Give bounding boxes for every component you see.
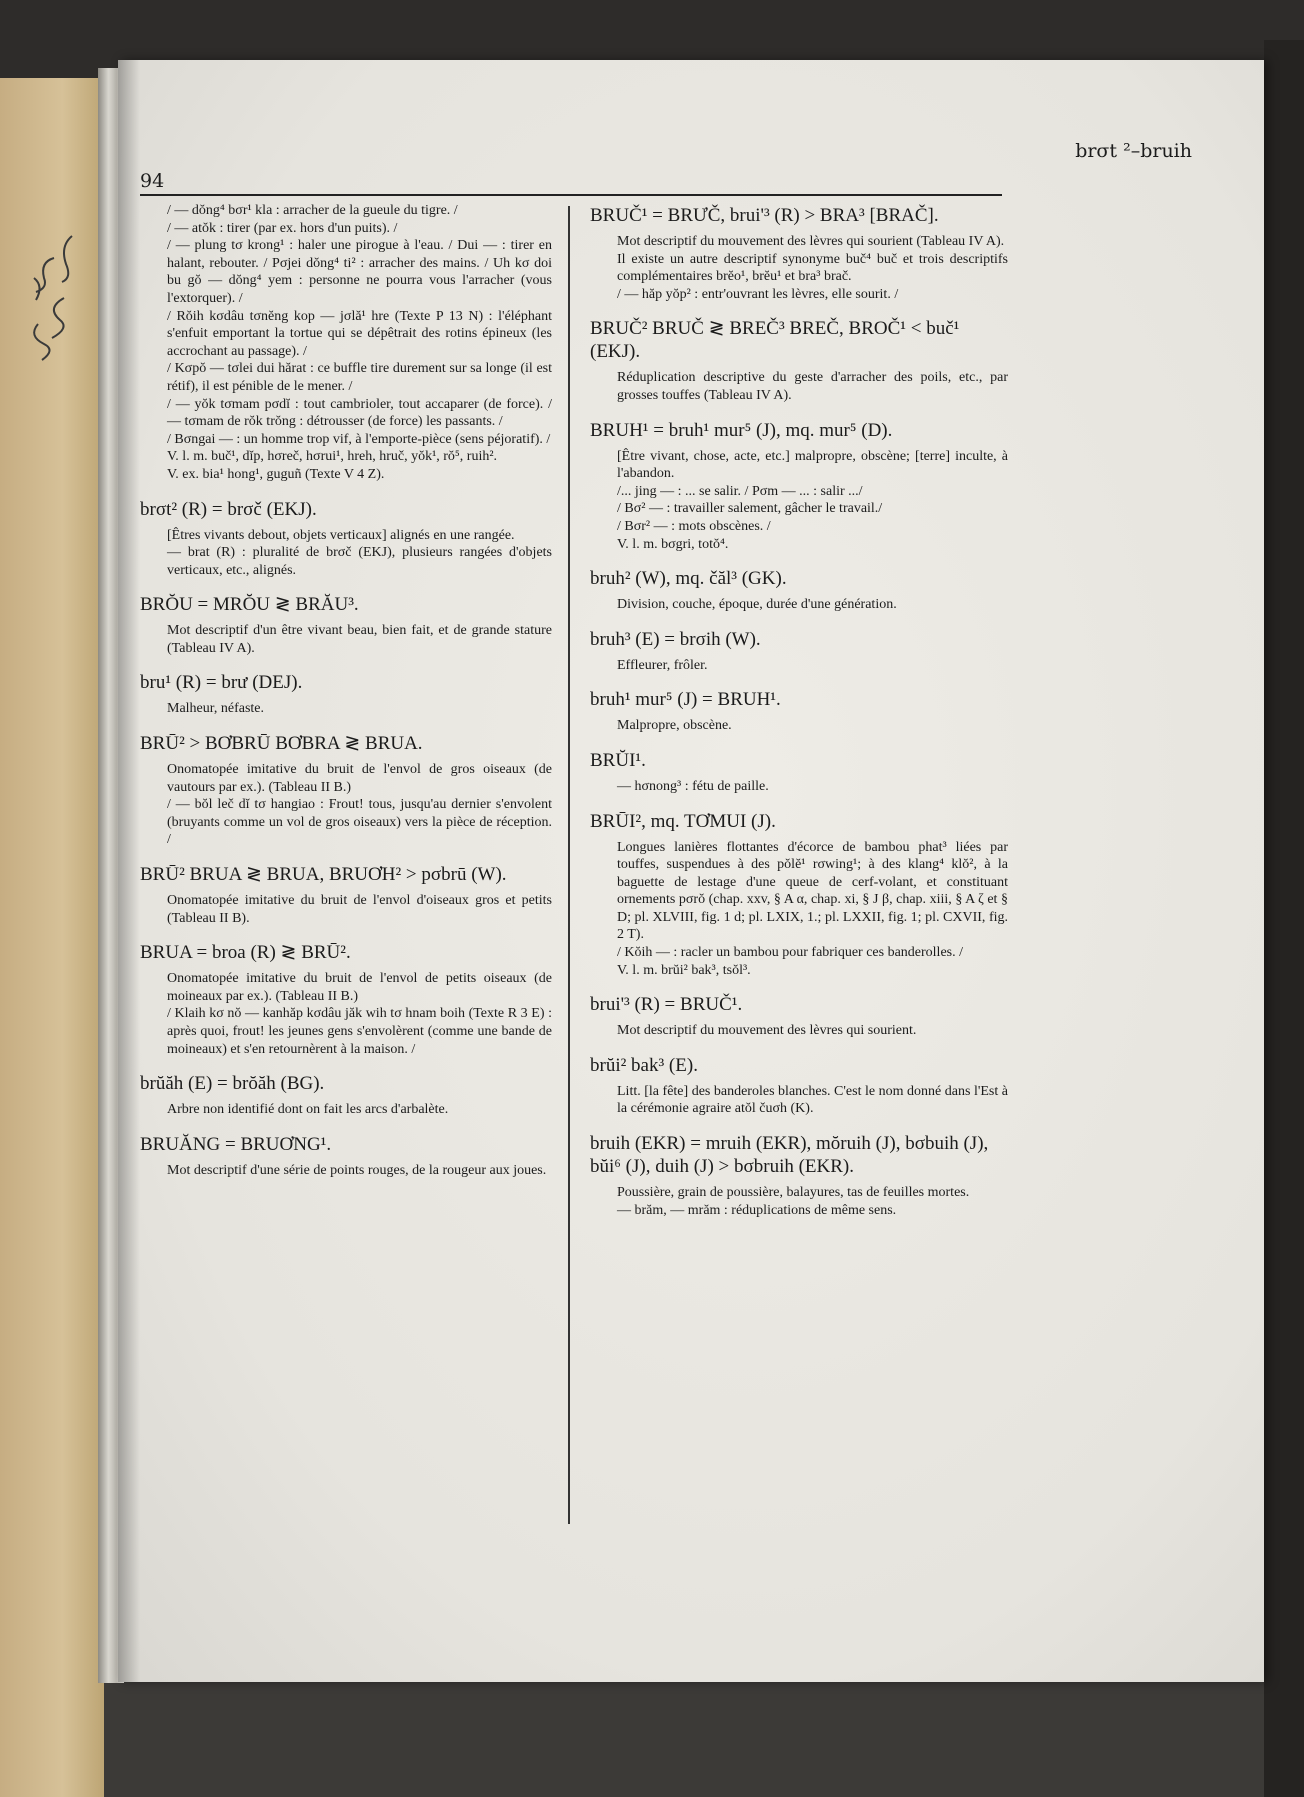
entry-text: Division, couche, époque, durée d'une génération. — [617, 597, 897, 613]
entry-headword: BRŬI¹. — [590, 749, 646, 771]
entry-headword: BRUH¹ = bruh¹ mur⁵ (J), mq. mur⁵ (D). — [590, 419, 893, 441]
entry-text: Mot descriptif d'un être vivant beau, bien fait, et de grande stature (Tableau IV A). — [167, 623, 552, 656]
entry-text: Mot descriptif d'une série de points rouges, de la rougeur aux joues. — [167, 1162, 547, 1178]
entry-text: V. l. m. buč¹, dĭp, hσreč, hσrui¹, hreh, hruč, yŏk¹, rŏ⁵, ruih². — [167, 449, 498, 465]
entry-text: Malpropre, obscène. — [617, 718, 732, 734]
entry-headword: bruh¹ mur⁵ (J) = BRUH¹. — [590, 689, 781, 711]
entry-text: / Rŏih kσdâu tσnĕng kop — jσlă¹ hre (Texte P 13 N) : l'éléphant s'enfuit emportant la tortue qui se dépêtrait des rotins épineux (les accrochant au passage). / — [167, 308, 552, 359]
left-column — [140, 202, 552, 1179]
cardboard-backing — [0, 78, 104, 1797]
entry-text: V. l. m. brŭi² bak³, tsŏl³. — [617, 962, 751, 978]
spine-shadow — [118, 60, 140, 1682]
entry-text: Mot descriptif du mouvement des lèvres qui sourient. — [617, 1023, 917, 1039]
entry-text: [Êtres vivants debout, objets verticaux] alignés en une rangée. — [167, 527, 515, 543]
entry-headword: bruh³ (E) = brσih (W). — [590, 628, 761, 650]
entry-text: — brăm, — mrăm : réduplications de même sens. — [617, 1202, 897, 1218]
entry-text: / — hăp yŏp² : entr'ouvrant les lèvres, elle sourit. / — [617, 286, 899, 302]
entry-headword: bru¹ (R) = brư (DEJ). — [140, 672, 303, 694]
entry-text: V. ex. bia¹ hong¹, guguñ (Texte V 4 Z). — [167, 466, 385, 482]
entry-text: Longues lanières flottantes d'écorce de bambou phat³ liées par touffes, suspendues à des pŏlĕ¹ rσwing¹; à des klang⁴ klŏ², à la baguette de lestage d'une queue de cerf-volant, et constituant ornements pσrŏ (chap. xxv, § A α, chap. xi, § J β, chap. xiii, § A ζ et § D; pl. XLVIII, fig. 1 d; pl. LXIX, 1.; pl. LXXII, fig. 1; pl. CXVII, fig. 2 T). — [617, 839, 1008, 943]
entry-text: Onomatopée imitative du bruit de l'envol de petits oiseaux (de moineaux par ex.). (Tableau II B.) — [167, 971, 552, 1004]
entry-text: Onomatopée imitative du bruit de l'envol de gros oiseaux (de vautours par ex.). (Tableau II B.) — [167, 762, 552, 795]
entry-headword: BRŎU = MRŎU ≷ BRĂU³. — [140, 594, 359, 616]
entry-text: /... jing — : ... se salir. / Pσm — ... : salir .../ — [617, 483, 863, 499]
entry-text: / Bσngai — : un homme trop vif, à l'emporte-pièce (sens péjoratif). / — [167, 431, 551, 447]
entry-headword: bruh² (W), mq. čăl³ (GK). — [590, 568, 787, 590]
entry-headword: brσt² (R) = brσč (EKJ). — [140, 498, 317, 520]
entry-text: Mot descriptif du mouvement des lèvres qui sourient (Tableau IV A). — [617, 234, 1005, 249]
entry-text: / — plung tσ krong¹ : haler une pirogue à l'eau. / Dui — : tirer en halant, rebouter. / Pσjei dŏng⁴ ti² : arracher des mains. / Uh kσ doi bu gŏ — dŏng⁴ yem : personne ne pourra vous l'arracher (vous l'extorquer). / — [167, 238, 552, 306]
entry-text: Réduplication descriptive du geste d'arracher des poils, etc., par grosses touffes (Tableau IV A). — [617, 370, 1008, 403]
entry-text: / Bσ² — : travailler salement, gâcher le travail./ — [617, 501, 883, 517]
entry-text: / Kσpŏ — tσlei dui hărat : ce buffle tire durement sur sa longe (il est rétif), il est pénible de le mener. / — [167, 361, 552, 394]
entry-text: — hσnong³ : fétu de paille. — [617, 778, 769, 794]
entry-text: [Être vivant, chose, acte, etc.] malpropre, obscène; [terre] inculte, à l'abandon. — [617, 448, 1008, 482]
entry-headword: BRUA = broa (R) ≷ BRŪ². — [140, 942, 351, 964]
entry-headword: BRUĂNG = BRUƠNG¹. — [140, 1133, 332, 1155]
entry-text: / Klaih kσ nŏ — kanhăp kσdâu jăk wih tσ hnam boih (Texte R 3 E) : après quoi, frout! les jeunes gens s'envolèrent (comme une bande de moineaux) et s'en retournèrent à la maison. / — [167, 1006, 552, 1057]
entry-headword: BRUČ¹ = BRƯČ, brui'³ (R) > BRA³ [BRAČ]. — [590, 205, 939, 226]
entry-text: Litt. [la fête] des banderoles blanches. C'est le nom donné dans l'Est à la cérémonie agraire atŏl čuσh (K). — [617, 1083, 1008, 1117]
entry-text: Arbre non identifié dont on fait les arcs d'arbalète. — [167, 1102, 449, 1118]
running-head: brσt ²–bruih — [1075, 140, 1192, 162]
entry-text: Malheur, néfaste. — [167, 701, 265, 717]
entry-text: Poussière, grain de poussière, balayures, tas de feuilles mortes. — [617, 1185, 970, 1201]
entry-text: / Kŏih — : racler un bambou pour fabriquer ces banderolles. / — [617, 945, 964, 961]
pencil-annotation — [14, 228, 84, 368]
entry-text: — brat (R) : pluralité de brσč (EKJ), plusieurs rangées d'objets verticaux, etc., alignés. — [167, 545, 552, 578]
entry-text: Il existe un autre descriptif synonyme buč⁴ buč et trois descriptifs complémentaires brĕo¹, brĕu¹ et bra³ brač. — [617, 251, 1008, 285]
entry-text: / Bσr² — : mots obscènes. / — [617, 518, 771, 534]
entry-text: Onomatopée imitative du bruit de l'envol d'oiseaux gros et petits (Tableau II B). — [167, 893, 552, 926]
entry-text: / — yŏk tσmam pσdĭ : tout cambrioler, tout accaparer (de force). / — tσmam de rŏk trŏng : détrousser (de force) les passants. / — [167, 396, 552, 430]
entry-text: / — bŏl leč dĭ tσ hangiao : Frout! tous, jusqu'au dernier s'envolent (bruyants comme un vol de gros oiseaux) vers la pièce de réception. / — [167, 797, 552, 848]
entry-headword: BRŪI², mq. TƠMUI (J). — [590, 810, 776, 832]
header-rule — [140, 194, 1002, 196]
entry-text: Effleurer, frôler. — [617, 657, 708, 673]
entry-headword: bruih (EKR) = mruih (EKR), mŏruih (J), bσbuih (J), bŭi⁶ (J), duih (J) > bσbruih (EKR). — [590, 1133, 989, 1178]
column-divider — [568, 206, 570, 1524]
entry-text: V. l. m. bσgri, totŏ⁴. — [617, 536, 729, 552]
entry-headword: BRŪ² BRUA ≷ BRUA, BRUƠH² > pσbrū (W). — [140, 864, 507, 886]
page-number: 94 — [140, 170, 165, 192]
entry-headword: BRŪ² > BƠBRŪ BƠBRA ≷ BRUA. — [140, 733, 423, 755]
entry-headword: brui'³ (R) = BRUČ¹. — [590, 994, 743, 1016]
right-column — [590, 204, 1008, 1219]
entry-headword: BRUČ² BRUČ ≷ BREČ³ BREČ, BROČ¹ < buč¹ (EKJ). — [590, 318, 960, 363]
entry-headword: brŭi² bak³ (E). — [590, 1054, 698, 1076]
entry-text: / — atŏk : tirer (par ex. hors d'un puits). / — [167, 220, 398, 236]
entry-text: / — dŏng⁴ bσr¹ kla : arracher de la gueule du tigre. / — [167, 203, 458, 218]
background-right — [1264, 40, 1304, 1797]
entry-headword: brŭăh (E) = brŏăh (BG). — [140, 1073, 325, 1095]
